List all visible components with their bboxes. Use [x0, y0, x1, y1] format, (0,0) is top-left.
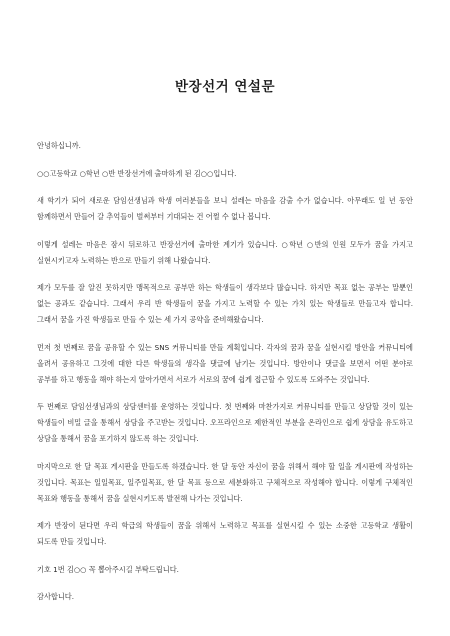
paragraph-pledge-1: 먼저 첫 번째로 꿈을 공유할 수 있는 SNS 커뮤니티를 만들 계획입니다. 각자의 꿈과 꿈을 실현시킬 방안을 커뮤니티에 올려서 공유하고 그것에 대한 다른 학생들의 생각을 댓글에 남기는 것입니다. 방안이나 댓글을 보면서 어떤 분야로 공부를 하고 행동을 해야 하는지 알아가면서 서로가 서로의 꿈에 쉽게 접근할 수 있도록 도와주는 것입니다. [37, 342, 413, 384]
paragraph-promise: 제가 반장이 된다면 우리 학급의 학생들이 꿈을 위해서 노력하고 목표를 실현시킬 수 있는 소중한 고등학교 생활이 되도록 만들 것입니다. [37, 521, 413, 546]
paragraph-excitement: 새 학기가 되어 새로운 담임선생님과 학생 여러분들을 보니 설레는 마음을 감출 수가 없습니다. 아무래도 일 년 동안 함께하면서 만들어 갈 추억들이 벌써부터 기대되는 건 어쩔 수 없나 봅니다. [37, 196, 413, 221]
document-title: 반장선거 연설문 [175, 79, 275, 95]
paragraph-closing: 감사합니다. [37, 592, 75, 601]
paragraph-pledge-3: 마지막으로 한 달 목표 게시판을 만들도록 하겠습니다. 한 달 동안 자신이 꿈을 위해서 해야 할 일을 게시판에 작성하는 것입니다. 목표는 일일목표, 일주일목표, 한 달 목표 등으로 세분화하고 구체적으로 작성해야 합니다. 이렇게 구체적인 목표와 행동을 통해서 꿈을 실현시키도록 발전해 나가는 것입니다. [37, 461, 413, 503]
paragraph-motivation: 이렇게 설레는 마음은 잠시 뒤로하고 반장선거에 출마한 계기가 있습니다. ○학년 ○반의 인원 모두가 꿈을 가지고 실현시키고자 노력하는 반으로 만들기 위해 나왔습니다. [37, 239, 413, 265]
paragraph-pledge-2: 두 번째로 담임선생님과의 상담센터를 운영하는 것입니다. 첫 번째와 마찬가지로 커뮤니티를 만들고 상담할 것이 있는 학생들이 비밀 글을 통해서 상담을 주고받는 것입니다. 오프라인으로 제한적인 부분을 온라인으로 쉽게 상담을 유도하고 상담을 통해서 꿈을 포기하지 않도록 하는 것입니다. [37, 402, 413, 443]
paragraph-request: 기호 1번 김○○ 꼭 뽑아주시길 부탁드립니다. [37, 564, 179, 574]
paragraph-greeting: 안녕하십니까. [37, 141, 81, 150]
document-body [37, 138, 413, 617]
paragraph-problem: 제가 모두를 잘 알진 못하지만 맹목적으로 공부만 하는 학생들이 생각보다 많습니다. 하지만 목표 없는 공부는 말뿐인 없는 공과도 같습니다. 그래서 우리 반 학생들이 꿈을 가지고 노력할 수 있는 가치 있는 학생들로 만들고자 합니다. 그래서 꿈을 가진 학생들로 만들 수 있는 세 가지 공약을 준비해왔습니다. [37, 283, 413, 324]
paragraph-introduction: ○○고등학교 ○학년 ○반 반장선거에 출마하게 된 김○○입니다. [37, 168, 237, 178]
